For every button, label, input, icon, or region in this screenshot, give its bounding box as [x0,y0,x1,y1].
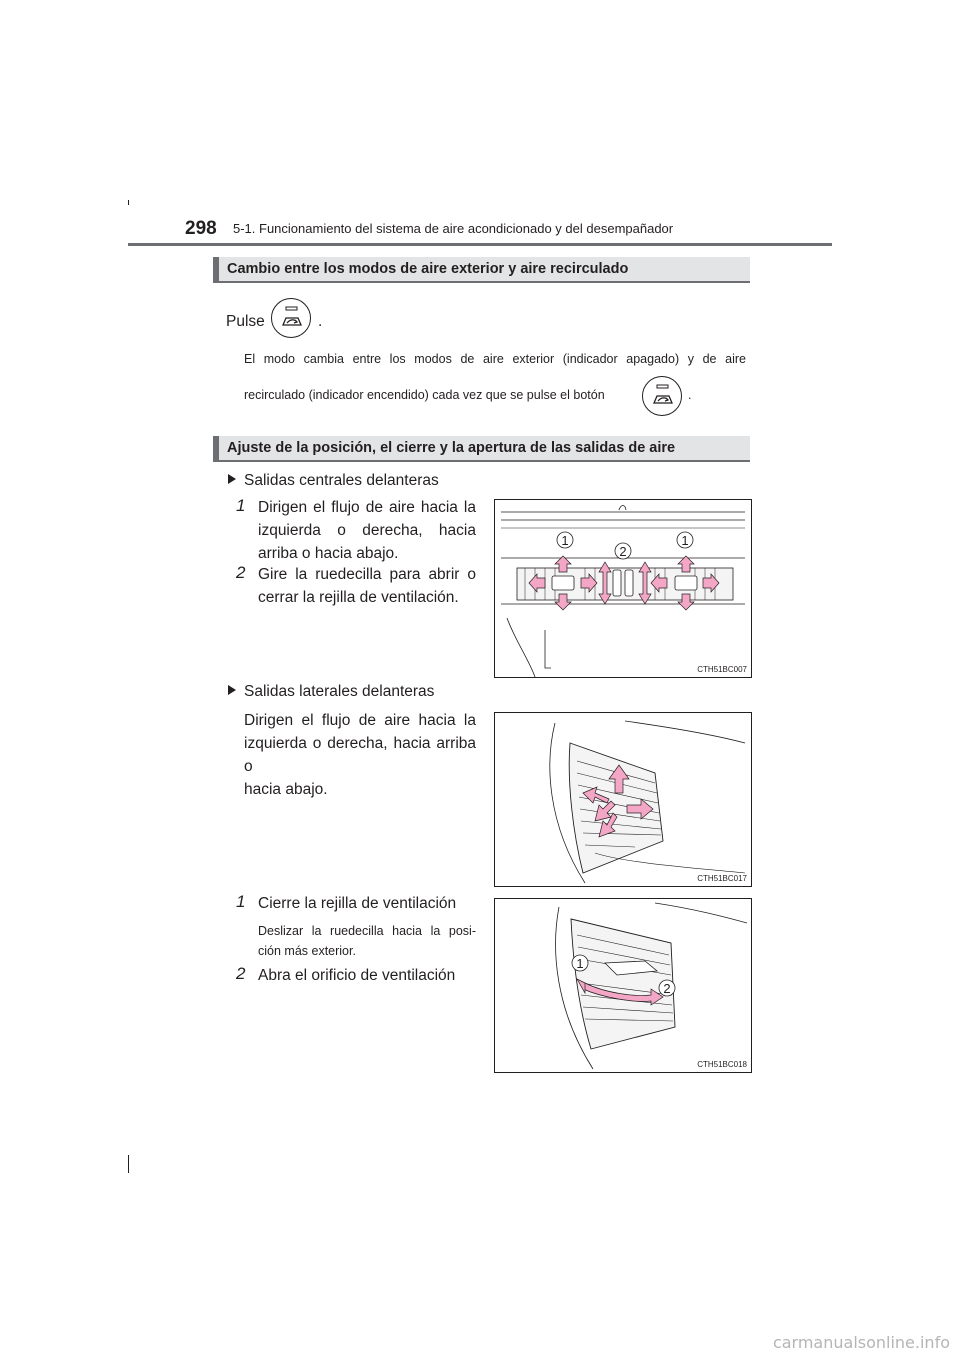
step-number: 1 [236,496,246,515]
step-number: 2 [236,964,246,983]
close-open-vent-illustration [495,899,751,1072]
mode-description-end: . [688,388,692,402]
callout-1: 1 [681,533,689,548]
callout-1: 1 [576,956,584,971]
text-line: ción más exterior. [258,944,356,958]
bullet-triangle-icon [228,685,236,695]
recirculation-button-icon [642,376,682,416]
open-vent-text: Abra el orificio de ventilación [258,967,456,984]
text-line: izquierda o derecha, hacia arriba o [244,735,476,775]
text-line: hacia abajo. [244,781,328,798]
front-side-vents-illustration [495,713,751,886]
watermark[interactable]: carmanualsonline.info [772,1333,950,1352]
section-heading-air-mode [213,257,750,283]
close-vent-text: Cierre la rejilla de ventilación [258,895,457,912]
text-line: izquierda o derecha, hacia [258,522,476,539]
callout-2: 2 [619,544,627,559]
subheading-front-side [228,680,434,703]
subheading-text: Salidas laterales delanteras [244,683,435,700]
figure-code: CTH51BC017 [697,874,747,883]
recirculation-button-icon [271,298,311,338]
mode-description-line1: El modo cambia entre los modos de aire exterior (indicador apagado) y de aire [244,352,746,366]
bullet-triangle-icon [228,474,236,484]
subheading-text: Salidas centrales delanteras [244,472,439,489]
front-side-description [244,709,476,801]
running-head: 5-1. Funcionamiento del sistema de aire acondicionado y del desempañador [233,221,674,236]
step-number: 2 [236,563,246,582]
figure-code: CTH51BC018 [697,1060,747,1069]
front-center-item2 [258,563,476,609]
figure-code: CTH51BC007 [697,665,747,674]
text-line: Dirigen el flujo de aire hacia la [258,499,476,516]
subheading-front-center [228,469,439,492]
section-title: Ajuste de la posición, el cierre y la apertura de las salidas de aire [227,440,676,456]
text-line: Dirigen el flujo de aire hacia la [244,712,476,729]
page-number: 298 [185,218,217,239]
margin-mark [128,1155,129,1173]
front-center-vents-illustration [495,500,751,677]
figure-front-center-vents [494,499,752,678]
margin-mark [128,200,129,205]
callout-2: 2 [663,981,671,996]
header-rule [128,243,832,246]
text-line: Deslizar la ruedecilla hacia la posi- [258,924,476,938]
pulse-label: Pulse [226,313,265,330]
figure-close-open-vent [494,898,752,1073]
mode-description-line2: recirculado (indicador encendido) cada vez que se pulse el botón [244,388,605,402]
section-heading-vents [213,436,750,462]
figure-front-side-vents [494,712,752,887]
text-line: cerrar la rejilla de ventilación. [258,589,459,606]
section-title: Cambio entre los modos de aire exterior y aire recirculado [227,261,629,277]
pulse-period: . [318,313,323,330]
section-accent [213,436,219,460]
step-number: 1 [236,892,246,911]
text-line: arriba o hacia abajo. [258,545,399,562]
close-vent-note [258,921,476,961]
text-line: Gire la ruedecilla para abrir o [258,566,476,583]
section-accent [213,257,219,281]
callout-1: 1 [561,533,569,548]
front-center-item1 [258,496,476,565]
